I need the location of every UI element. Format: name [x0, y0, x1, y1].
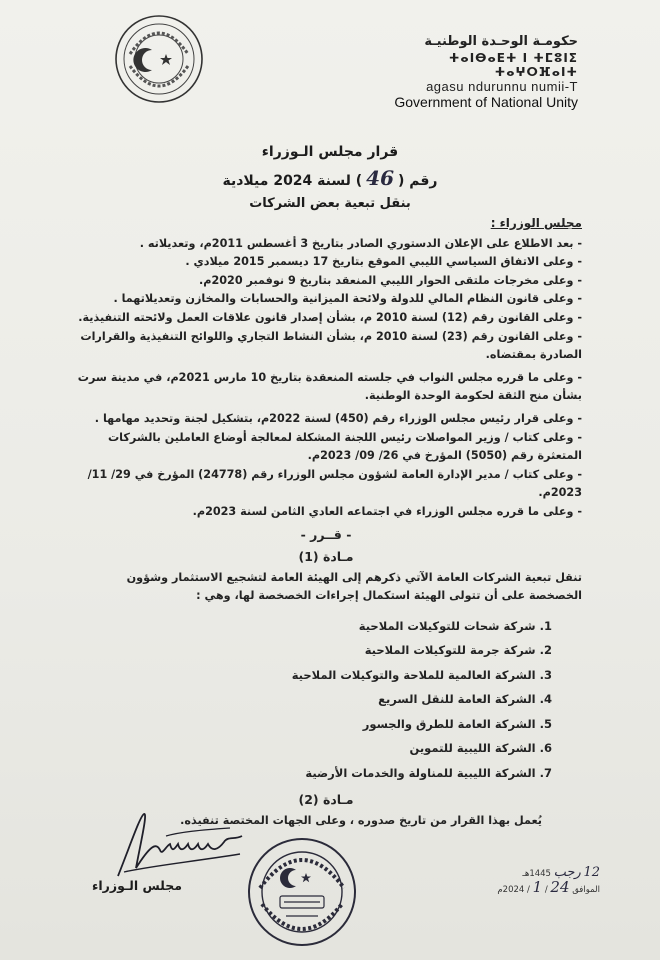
preamble-clause: - وعلى ما قرره مجلس الوزراء في اجتماعه العادي الثامن لسنة 2023م. [192, 504, 582, 518]
council-signature-label: مجلس الـوزراء [92, 878, 183, 893]
article-2-text: يُعمل بهذا القرار من تاريخ صدوره ، وعلى الجهات المختصة تنفيذه. [180, 813, 542, 827]
hijri-day: 12 [583, 865, 600, 880]
hijri-date-line [460, 866, 600, 881]
preamble-clause: - وعلى ما قرره مجلس النواب في جلسته المنعقدة بتاريخ 10 مارس 2021م، في مدينة سرت بشأن منح الثقة لحكومة الوحدة الوطنية. [77, 370, 582, 403]
company-item: 2. شركة جرمة للتوكيلات الملاحية [364, 643, 552, 658]
government-name-english: Government of National Unity [394, 94, 578, 110]
title-line-1: قرار مجلس الـوزراء [261, 144, 399, 160]
gregorian-date-line: الموافق 24 / 1 / 2024م [497, 878, 600, 896]
gregorian-label: الموافق [572, 885, 600, 895]
title-line-2 [0, 166, 660, 190]
reference-date-block [460, 866, 600, 897]
gregorian-year: 2024م [497, 885, 525, 895]
hijri-year: 1445هـ [522, 869, 551, 879]
preamble-clause: - وعلى قانون النظام المالي للدولة ولائحة الميزانية والحسابات والمخازن وتعديلاتهما . [113, 292, 582, 306]
gregorian-day: 24 [550, 878, 570, 896]
company-list [70, 614, 582, 786]
company-item: 7. الشركة الليبية للمناولة والخدمات الأرضية [305, 765, 552, 780]
title-line-3: بنقل تبعية بعض الشركات [249, 196, 411, 211]
preamble-clause: - وعلى كتاب / وزير المواصلات رئيس اللجنة المشكلة لمعالجة أوضاع العاملين بالشركات المتعثرة رقم (5050) المؤرخ في 26/ 09/ 2023م. [107, 430, 582, 463]
decision-title [0, 144, 660, 211]
government-name-arabic: حكومـة الوحـدة الوطنيـة [424, 34, 578, 49]
gregorian-month: 1 [532, 878, 543, 896]
title-number-prefix: رقم ( [398, 173, 438, 189]
hijri-month: رجب [553, 865, 581, 880]
document-body [70, 214, 582, 831]
decision-heading: - قــرر - [300, 526, 352, 542]
preamble-clause: - وعلى القانون رقم (23) لسنة 2010 م، بشأن النشاط التجاري واللوائح التنفيذية والقرارات الصادرة بمقتضاه. [80, 329, 582, 362]
company-item: 4. الشركة العامة للنقل السريع [378, 692, 552, 707]
preamble-heading: مجلس الوزراء : [490, 216, 582, 230]
preamble-clause: - وعلى كتاب / مدير الإدارة العامة لشؤون مجلس الوزراء رقم (24778) المؤرخ في 29/ 11/ 2023م. [87, 467, 582, 500]
government-header [378, 34, 578, 110]
preamble-clause: - وعلى القانون رقم (12) لسنة 2010 م، بشأن إصدار قانون علاقات العمل ولائحته التنفيذية. [78, 310, 582, 324]
preamble-clause: - وعلى مخرجات ملتقى الحوار الليبي المنعقد بتاريخ 9 نوفمبر 2020م. [199, 273, 582, 287]
handwritten-decision-number: 46 [366, 166, 394, 190]
company-item: 1. شركة شحات للتوكيلات الملاحية [358, 618, 552, 633]
government-name-tifinagh: ⵜⴰⵏⴱⴰⴹⵜ ⵏ ⵜⵎⵓⵏⵉ ⵜⴰⵖⵔⴼⴰⵏⵜ [448, 51, 578, 79]
article-2-heading: مـادة (2) [298, 792, 354, 808]
preamble-clause: - بعد الاطلاع على الإعلان الدستوري الصادر بتاريخ 3 أغسطس 2011م، وتعديلاته . [139, 236, 582, 250]
article-1-heading: مـادة (1) [298, 549, 354, 565]
decisions-stamp [246, 836, 358, 948]
government-seal-top [114, 14, 204, 104]
preamble-clause: - وعلى الاتفاق السياسي الليبي الموقع بتاريخ 17 ديسمبر 2015 ميلادي . [185, 255, 582, 269]
government-name-latin: agasu ndurunnu numii-T [426, 79, 578, 94]
company-item: 5. الشركة العامة للطرق والجسور [362, 716, 552, 731]
title-number-suffix: ) لسنة 2024 ميلادية [222, 173, 363, 189]
article-1-text: تنقل تبعية الشركات العامة الآتي ذكرهم إلى الهيئة العامة لتشجيع الاستثمار وشؤون الخصخصة على أن تتولى الهيئة استكمال إجراءات الخصخصة لها، وهي : [126, 570, 582, 603]
company-item: 6. الشركة الليبية للتموين [409, 741, 552, 756]
company-item: 3. الشركة العالمية للملاحة والتوكيلات الملاحية [291, 667, 552, 682]
preamble-clause: - وعلى قرار رئيس مجلس الوزراء رقم (450) لسنة 2022م، بتشكيل لجنة وتحديد مهامها . [94, 411, 582, 425]
